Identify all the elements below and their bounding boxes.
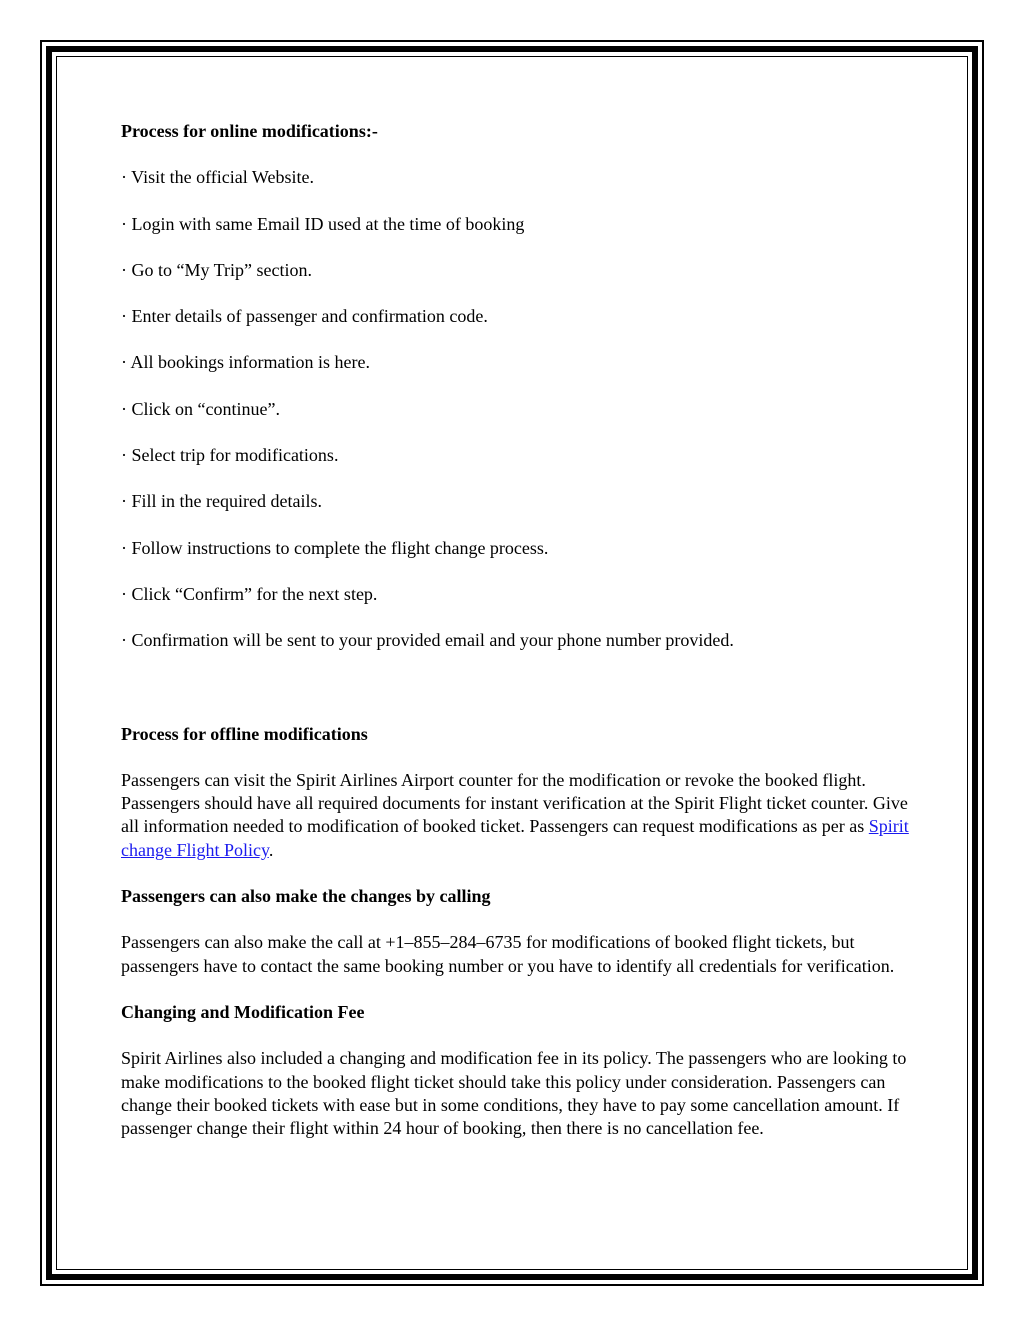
list-item: · Fill in the required details. <box>121 491 322 512</box>
list-item: · Click “Confirm” for the next step. <box>121 583 378 604</box>
list-item: · Select trip for modifications. <box>121 445 339 466</box>
list-item: · Enter details of passenger and confirmation code. <box>121 306 488 327</box>
offline-text-end: . <box>268 839 274 860</box>
offline-modifications-paragraph <box>121 769 911 862</box>
list-item: · Follow instructions to complete the flight change process. <box>121 537 549 558</box>
list-item: · Go to “My Trip” section. <box>121 259 312 280</box>
list-item: · Login with same Email ID used at the time of booking <box>121 213 525 234</box>
document-body <box>121 120 911 1140</box>
online-steps-list <box>121 166 911 652</box>
offline-text: Passengers can visit the Spirit Airlines Airport counter for the modification or revoke the booked flight. Passengers should have all required documents for instant verification at the Spirit Flight ticket counter. Give all information needed to modification of booked ticket. Passengers can request modifications as per as <box>121 769 908 837</box>
online-modifications-heading: Process for online modifications:- <box>121 121 378 141</box>
list-item: · Visit the official Website. <box>121 167 314 188</box>
calling-heading: Passengers can also make the changes by calling <box>121 886 491 907</box>
list-item: · All bookings information is here. <box>121 352 370 373</box>
fee-heading: Changing and Modification Fee <box>121 1001 365 1022</box>
offline-modifications-heading: Process for offline modifications <box>121 723 368 744</box>
calling-paragraph: Passengers can also make the call at +1–855–284–6735 for modifications of booked flight tickets, but passengers have to contact the same booking number or you have to identify all credentials for verification. <box>121 932 895 976</box>
list-item: · Confirmation will be sent to your provided email and your phone number provided. <box>121 630 734 651</box>
list-item: · Click on “continue”. <box>121 398 280 419</box>
spirit-change-flight-policy-link[interactable]: Spirit change Flight Policy <box>121 816 909 860</box>
fee-paragraph: Spirit Airlines also included a changing and modification fee in its policy. The passengers who are looking to make modifications to the booked flight ticket should take this policy under consideration. Passengers can change their booked tickets with ease but in some conditions, they have to pay some cancellation amount. If passenger change their flight within 24 hour of booking, then there is no cancellation fee. <box>121 1048 907 1139</box>
